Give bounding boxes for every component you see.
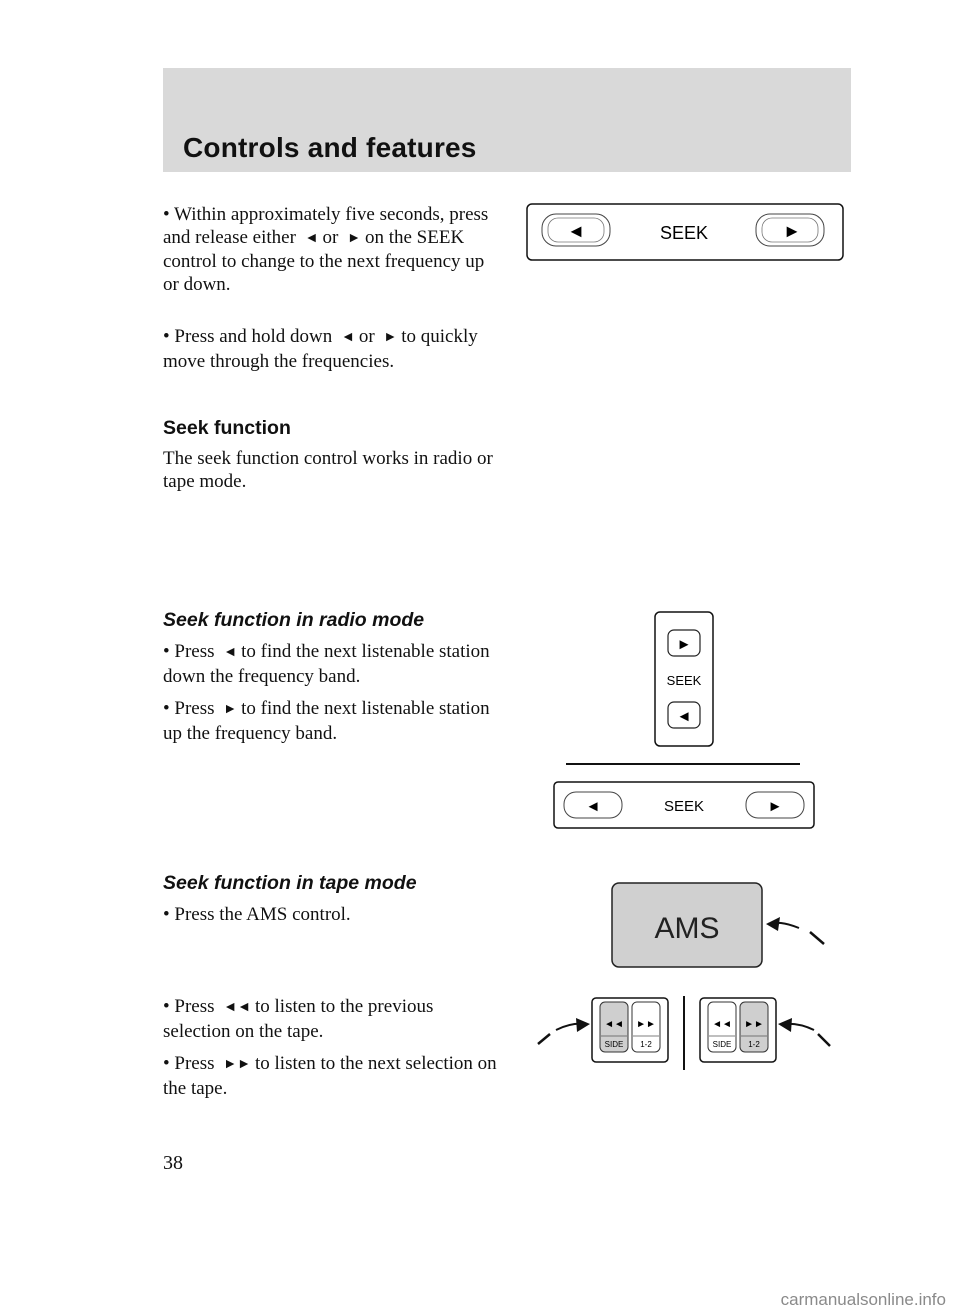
rewind-icon: ◄◄	[712, 1019, 732, 1030]
pointer-arrow-icon	[766, 917, 824, 944]
onetwo-label: 1-2	[748, 1040, 760, 1049]
radio-bullet-2: • Press ► to find the next listenable station up the frequency band.	[163, 698, 490, 744]
seek-label: SEEK	[659, 223, 709, 243]
seek-label-horizontal: SEEK	[663, 798, 705, 815]
rewind-icon: ◄◄	[223, 1000, 251, 1015]
page-number: 38	[163, 1152, 183, 1174]
seek-control-illustration	[526, 202, 846, 264]
fast-forward-icon: ►►	[744, 1019, 764, 1030]
left-arrow-icon: ◄	[585, 798, 601, 815]
fast-forward-icon: ►►	[223, 1057, 251, 1072]
tape-bullet-2: • Press ◄◄ to listen to the previous selection on the tape.	[163, 996, 434, 1042]
tape-bullet-1: • Press the AMS control.	[163, 904, 351, 925]
page-title: Controls and features	[183, 132, 477, 163]
ams-illustration	[606, 880, 836, 974]
radio-bullet-1: • Press ◄ to find the next listenable station down the frequency band.	[163, 641, 490, 687]
pointer-arrow-icon	[778, 1018, 830, 1046]
ams-label: AMS	[654, 912, 720, 945]
onetwo-label: 1-2	[640, 1040, 652, 1049]
tape-section	[163, 872, 503, 927]
rewind-icon: ◄◄	[604, 1019, 624, 1030]
watermark: carmanualsonline.info	[780, 1290, 946, 1309]
seek-down-button	[542, 214, 610, 246]
seek-label-vertical: SEEK	[666, 673, 702, 688]
side-label: SIDE	[712, 1040, 732, 1049]
seek-text: The seek function control works in radio or tape mode.	[163, 448, 493, 492]
left-arrow-icon: ◄	[340, 330, 355, 345]
tape-controls-illustration	[530, 990, 840, 1080]
right-arrow-icon: ►	[767, 798, 783, 815]
header-band	[163, 68, 851, 172]
intro-bullet-1: • Within approximately five seconds, press and release either ◄ or ► on the SEEK control to change to the next frequency up or down.	[163, 204, 489, 295]
right-arrow-icon: ►	[676, 636, 692, 653]
seek-section	[163, 417, 503, 493]
radio-heading: Seek function in radio mode	[163, 609, 425, 631]
tape-bullet-3: • Press ►► to listen to the next selection on the tape.	[163, 1053, 497, 1099]
radio-section	[163, 609, 503, 745]
left-arrow-icon: ◄	[223, 645, 238, 660]
intro-bullet-2: • Press and hold down ◄ or ► to quickly move through the frequencies.	[163, 326, 478, 372]
intro-bullet-2-wrap	[163, 326, 503, 373]
right-arrow-icon: ►	[223, 702, 238, 717]
tape-bullets-wrap	[163, 996, 503, 1100]
seek-up-button	[756, 214, 824, 246]
fast-forward-icon: ►►	[636, 1019, 656, 1030]
intro-section	[163, 204, 503, 296]
pointer-arrow-icon	[538, 1018, 590, 1044]
tape-heading: Seek function in tape mode	[163, 872, 417, 894]
seek-heading: Seek function	[163, 417, 291, 439]
left-arrow-icon: ◄	[567, 221, 585, 241]
right-arrow-icon: ►	[383, 330, 398, 345]
side-label: SIDE	[604, 1040, 624, 1049]
left-arrow-icon: ◄	[304, 230, 319, 246]
radio-seek-illustration	[550, 610, 820, 832]
right-arrow-icon: ►	[347, 230, 361, 246]
right-arrow-icon: ►	[783, 221, 801, 241]
left-arrow-icon: ◄	[676, 708, 692, 725]
